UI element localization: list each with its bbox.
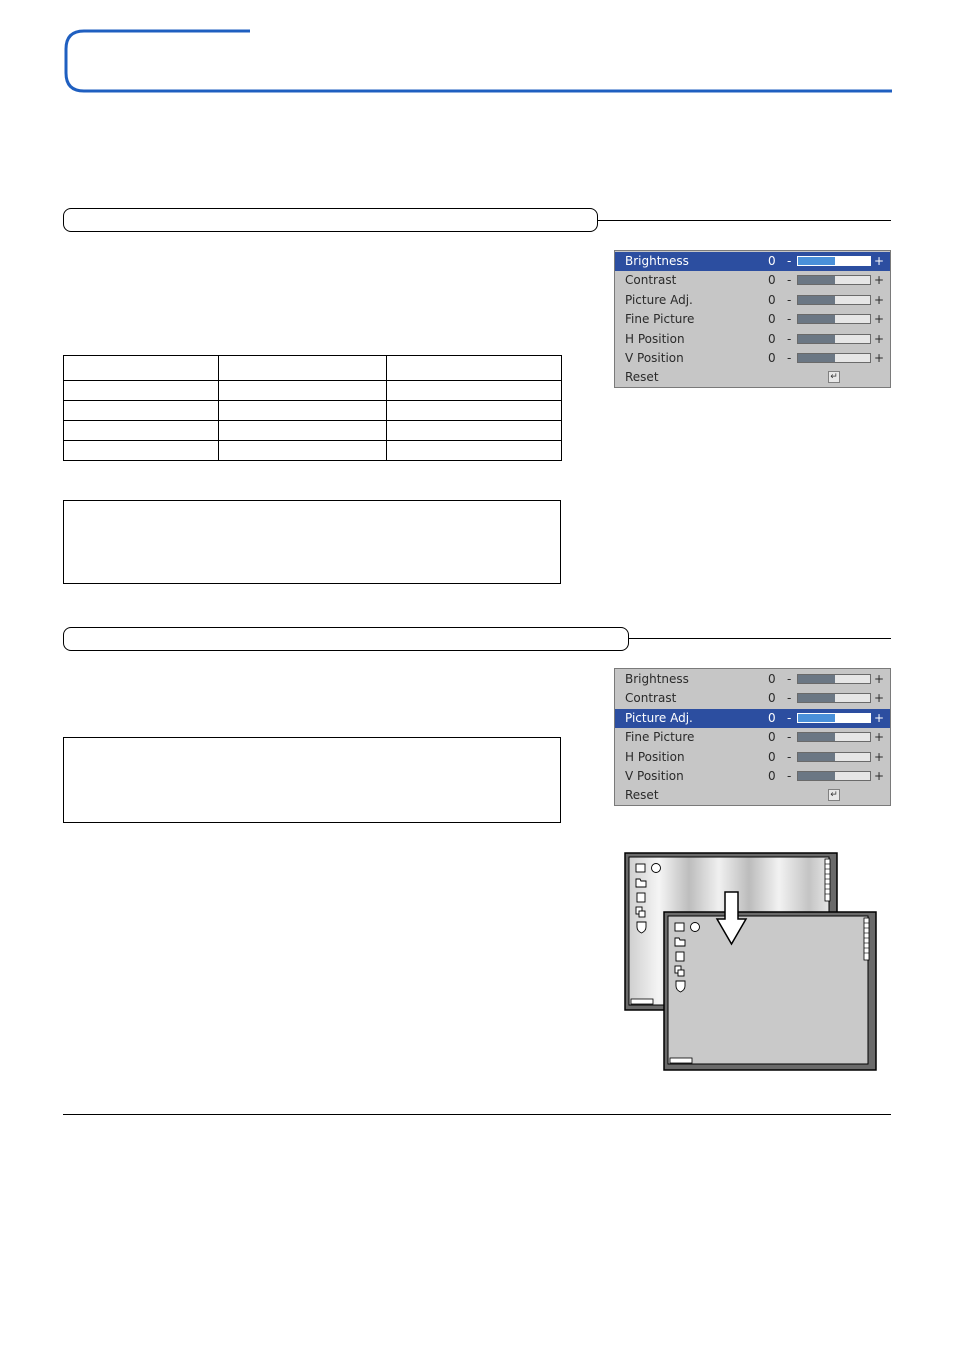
minus-icon: - (787, 273, 792, 288)
osd-item-label: Fine Picture (625, 730, 695, 745)
screen-adjustment-illustration (624, 852, 879, 1074)
osd-item-picture-adj[interactable] (615, 709, 890, 728)
osd-item-contrast[interactable] (615, 271, 890, 290)
osd-item-value: 0 (768, 749, 776, 764)
osd-menu-picture-adj (614, 668, 891, 806)
osd-level-fill (798, 675, 835, 683)
osd-item-label: V Position (625, 351, 684, 365)
osd-level-fill (798, 335, 835, 343)
minus-icon: - (787, 749, 792, 764)
minus-icon: - (787, 710, 792, 725)
note-box-2 (63, 737, 561, 823)
plus-icon: + (874, 331, 885, 346)
enter-icon[interactable]: ↵ (828, 371, 840, 383)
osd-item-value: 0 (768, 254, 776, 268)
plus-icon: + (874, 273, 885, 288)
osd-item-v-position[interactable] (615, 767, 890, 786)
osd-item-fine-picture[interactable] (615, 310, 890, 329)
settings-table (63, 355, 562, 461)
osd-item-value: 0 (768, 672, 776, 686)
osd-item-h-position[interactable] (615, 330, 890, 349)
osd-level-fill (798, 714, 835, 722)
osd-item-label: H Position (625, 749, 685, 764)
osd-menu-brightness (614, 250, 891, 388)
osd-level-slider[interactable] (797, 334, 871, 344)
table-row (64, 381, 562, 401)
minus-icon: - (787, 769, 792, 783)
plus-icon: + (874, 672, 885, 686)
minus-icon: - (787, 254, 792, 268)
osd-item-brightness[interactable] (615, 252, 890, 271)
osd-item-label: Brightness (625, 672, 689, 686)
plus-icon: + (874, 710, 885, 725)
osd-level-fill (798, 354, 835, 362)
osd-item-value: 0 (768, 769, 776, 783)
osd-item-label: H Position (625, 331, 685, 346)
plus-icon: + (874, 351, 885, 365)
osd-level-fill (798, 296, 835, 304)
osd-level-slider[interactable] (797, 314, 871, 324)
plus-icon: + (874, 254, 885, 268)
osd-level-fill (798, 694, 835, 702)
enter-icon[interactable]: ↵ (828, 789, 840, 801)
plus-icon: + (874, 769, 885, 783)
osd-item-v-position[interactable] (615, 349, 890, 368)
osd-item-value: 0 (768, 331, 776, 346)
osd-level-slider[interactable] (797, 732, 871, 742)
osd-item-h-position[interactable] (615, 748, 890, 767)
osd-level-fill (798, 315, 835, 323)
osd-item-reset[interactable] (615, 368, 890, 387)
table-row (64, 356, 562, 381)
monitor-after (664, 912, 876, 1070)
osd-level-slider[interactable] (797, 713, 871, 723)
minus-icon: - (787, 292, 792, 307)
osd-item-label: Reset (625, 788, 659, 803)
osd-item-brightness[interactable] (615, 670, 890, 689)
osd-level-slider[interactable] (797, 771, 871, 781)
page-header-tab (64, 29, 893, 93)
minus-icon: - (787, 691, 792, 706)
plus-icon: + (874, 691, 885, 706)
table-row (64, 441, 562, 461)
osd-item-value: 0 (768, 691, 776, 706)
minus-icon: - (787, 672, 792, 686)
osd-item-label: Reset (625, 370, 659, 385)
osd-item-fine-picture[interactable] (615, 728, 890, 747)
osd-level-slider[interactable] (797, 674, 871, 684)
osd-level-fill (798, 753, 835, 761)
minus-icon: - (787, 331, 792, 346)
osd-item-label: Brightness (625, 254, 689, 268)
plus-icon: + (874, 749, 885, 764)
osd-level-slider[interactable] (797, 275, 871, 285)
minus-icon: - (787, 312, 792, 327)
footer-rule (63, 1114, 891, 1115)
osd-item-picture-adj[interactable] (615, 291, 890, 310)
minus-icon: - (787, 730, 792, 745)
section-rule-2 (629, 638, 891, 639)
section-heading-1 (63, 208, 598, 232)
section-rule-1 (598, 220, 891, 221)
osd-level-slider[interactable] (797, 353, 871, 363)
osd-level-slider[interactable] (797, 752, 871, 762)
section-heading-2 (63, 627, 629, 651)
osd-item-value: 0 (768, 292, 776, 307)
osd-item-value: 0 (768, 730, 776, 745)
osd-item-label: V Position (625, 769, 684, 783)
osd-item-label: Contrast (625, 273, 677, 288)
plus-icon: + (874, 292, 885, 307)
osd-item-label: Picture Adj. (625, 710, 693, 725)
osd-item-reset[interactable] (615, 786, 890, 805)
osd-level-slider[interactable] (797, 295, 871, 305)
osd-level-fill (798, 276, 835, 284)
osd-level-slider[interactable] (797, 693, 871, 703)
osd-item-value: 0 (768, 273, 776, 288)
osd-level-slider[interactable] (797, 256, 871, 266)
plus-icon: + (874, 730, 885, 745)
table-row (64, 401, 562, 421)
osd-item-value: 0 (768, 351, 776, 365)
osd-level-fill (798, 257, 835, 265)
osd-item-label: Contrast (625, 691, 677, 706)
osd-item-value: 0 (768, 710, 776, 725)
table-row (64, 421, 562, 441)
osd-item-value: 0 (768, 312, 776, 327)
osd-item-label: Picture Adj. (625, 292, 693, 307)
osd-level-fill (798, 772, 835, 780)
osd-item-label: Fine Picture (625, 312, 695, 327)
plus-icon: + (874, 312, 885, 327)
osd-item-contrast[interactable] (615, 689, 890, 708)
minus-icon: - (787, 351, 792, 365)
note-box-1 (63, 500, 561, 584)
osd-level-fill (798, 733, 835, 741)
